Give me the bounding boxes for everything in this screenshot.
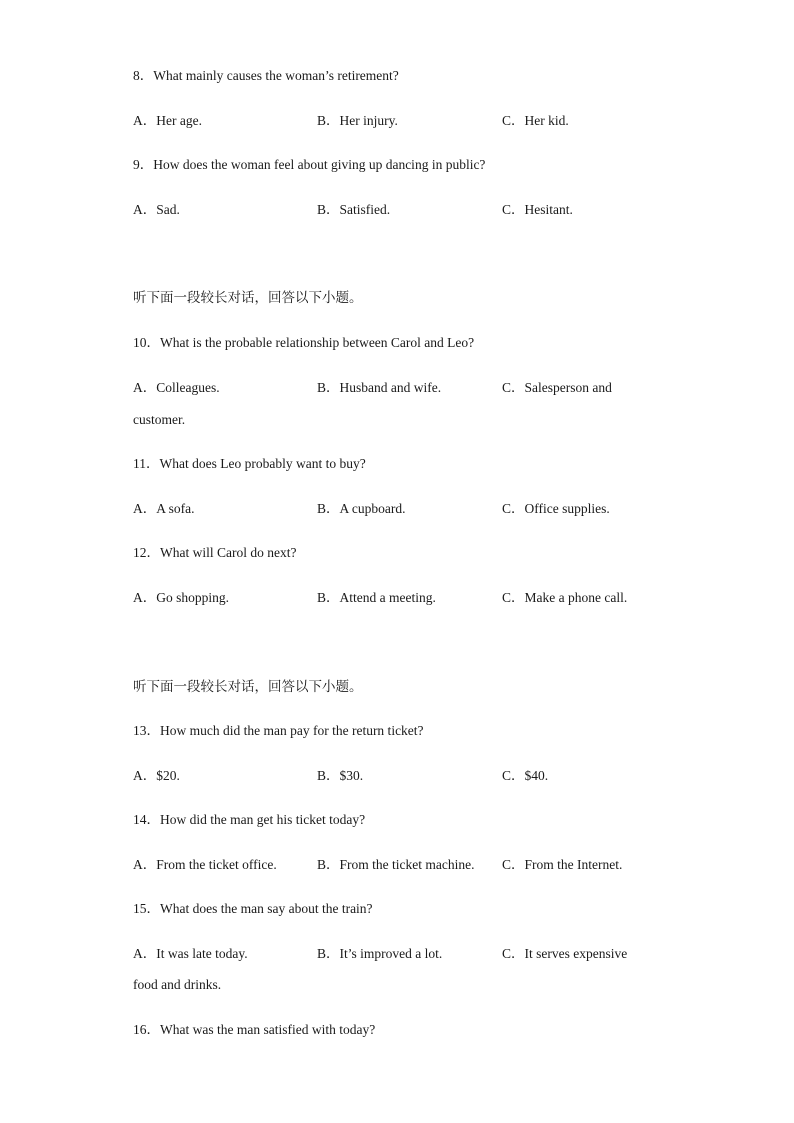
question-12-stem: 12．What will Carol do next? [133, 545, 297, 560]
question-10-option-b: B．Husband and wife. [317, 380, 442, 395]
question-9-option-a: A．Sad. [133, 202, 180, 217]
question-11-option-c: C．Office supplies. [502, 501, 610, 516]
question-8-option-c: C．Her kid. [502, 113, 569, 128]
question-13-option-c: C．$40. [502, 768, 549, 783]
question-10-option-a: A．Colleagues. [133, 380, 220, 395]
question-14-option-a: A．From the ticket office. [133, 857, 277, 872]
section-header: 听下面一段较长对话，回答以下小题。 [133, 290, 363, 306]
question-10-option-c-continued: customer. [133, 412, 186, 427]
question-11-option-a: A．A sofa. [133, 501, 195, 516]
question-13-stem: 13．How much did the man pay for the return ticket? [133, 723, 424, 738]
question-9-option-c: C．Hesitant. [502, 202, 573, 217]
question-12-option-c: C．Make a phone call. [502, 590, 628, 605]
question-11-option-b: B．A cupboard. [317, 501, 406, 516]
question-13-option-a: A．$20. [133, 768, 180, 783]
question-13-option-b: B．$30. [317, 768, 364, 783]
question-8-option-a: A．Her age. [133, 113, 202, 128]
question-15-option-b: B．It’s improved a lot. [317, 946, 443, 961]
question-15-stem: 15．What does the man say about the train? [133, 901, 373, 916]
question-9-option-b: B．Satisfied. [317, 202, 391, 217]
question-15-option-c: C．It serves expensive [502, 946, 628, 961]
question-10-option-c: C．Salesperson and [502, 380, 612, 395]
question-8-stem: 8．What mainly causes the woman’s retirement? [133, 68, 399, 83]
question-14-stem: 14．How did the man get his ticket today? [133, 812, 366, 827]
question-12-option-a: A．Go shopping. [133, 590, 230, 605]
question-14-option-c: C．From the Internet. [502, 857, 623, 872]
question-10-stem: 10．What is the probable relationship between Carol and Leo? [133, 335, 475, 350]
question-11-stem: 11．What does Leo probably want to buy? [133, 456, 366, 471]
question-15-option-c-continued: food and drinks. [133, 977, 222, 992]
question-9-stem: 9．How does the woman feel about giving up dancing in public? [133, 157, 486, 172]
question-16-stem: 16．What was the man satisfied with today? [133, 1022, 376, 1037]
section-header: 听下面一段较长对话，回答以下小题。 [133, 679, 363, 695]
question-12-option-b: B．Attend a meeting. [317, 590, 436, 605]
question-15-option-a: A．It was late today. [133, 946, 248, 961]
question-8-option-b: B．Her injury. [317, 113, 398, 128]
question-14-option-b: B．From the ticket machine. [317, 857, 475, 872]
